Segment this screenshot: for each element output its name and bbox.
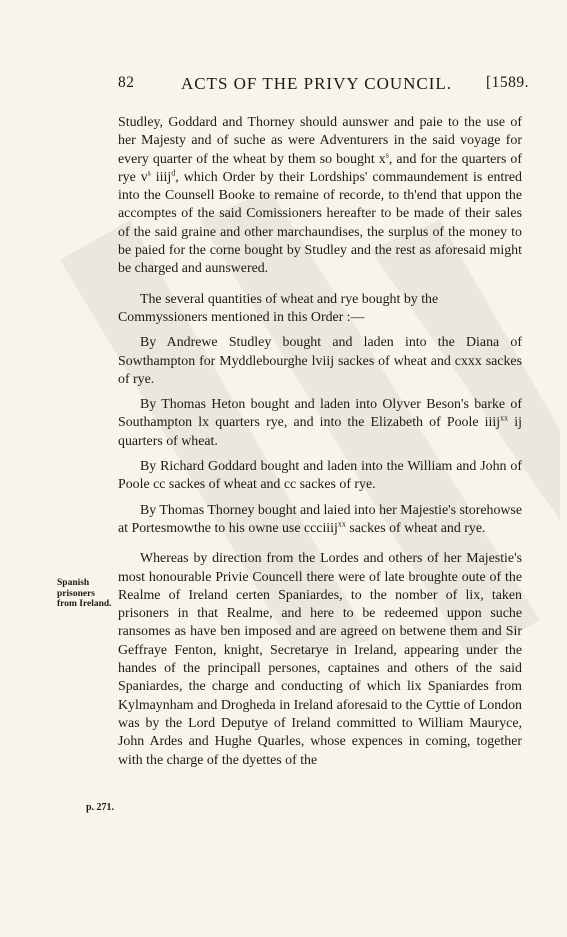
entry-studley: By Andrewe Studley bought and laden into the Diana of Sowthampton for Myddlebourghe lviij sackes of wheat and cxxx sackes of rye.	[118, 335, 522, 387]
margin-note: Spanish prisoners from Ireland.	[57, 578, 112, 609]
running-header	[104, 74, 529, 98]
entry-heton: By Thomas Heton bought and laden into Olyver Beson's barke of Southampton lx quarters rye, and into the Elizabeth of Poole iiij$^{xx}$ ij quarters of wheat.	[118, 397, 522, 449]
main-text	[118, 114, 522, 770]
page-reference: p. 271.	[86, 802, 115, 813]
header-year: [1589.	[485, 74, 529, 91]
paragraph-spanish-prisoners: Whereas by direction from the Lordes and others of her Majestie's most honourable Privie Councell there were of late broughte oute of the Realme of Ireland certen Spaniardes, to the nomber of lix, taken prisoners in that Realme, and here to be redeemed uppon suche ransomes as have ben imposed and are agreed on betwene them and Sir Geffraye Fenton, knight, Secretarye in Ireland, appearing under the handes of the principall persones, captaines and others of the said Spaniardes, the charge and conducting of which lix Spaniardes from Kylmaynham and Drogheda in Ireland aforesaid to the Cyttie of London was by the Lord Deputye of Ireland committed to William Mauryce, John Ardes and Hughe Quarles, whose expences in coming, together with the charge of the dyettes of the	[118, 551, 522, 768]
entry-goddard: By Richard Goddard bought and laden into the William and John of Poole cc sackes of wheat and cc sackes of rye.	[118, 459, 522, 493]
running-title: ACTS OF THE PRIVY COUNCIL.	[180, 74, 453, 93]
paragraph-continuation: Studley, Goddard and Thorney should aunswer and paie to the use of her Majesty and of suche as were Adventurers in the said voyage for every quarter of the wheat by them so bought $x^s$, and for the quarters of rye $v^s$ iiij$^d$, which Order by their Lordships' commaundement is entred into the Counsell Booke to remaine of recorde, to th'end that uppon the accomptes of the said Comissioners hereafter to be made of their sales of the said graine and other marchaundises, the surplus of the money to be paied for the corne bought by Studley and the rest as aforesaid might be charged and aunswered.	[118, 115, 522, 277]
entry-thorney: By Thomas Thorney bought and laied into her Majestie's storehowse at Portesmowthe to his owne use ccciiij$^{xx}$ sackes of wheat and rye.	[118, 502, 522, 536]
quantities-heading: The several quantities of wheat and rye bought by the Commyssioners mentioned in this Order :—	[118, 291, 439, 325]
page-number: 82	[118, 74, 135, 91]
